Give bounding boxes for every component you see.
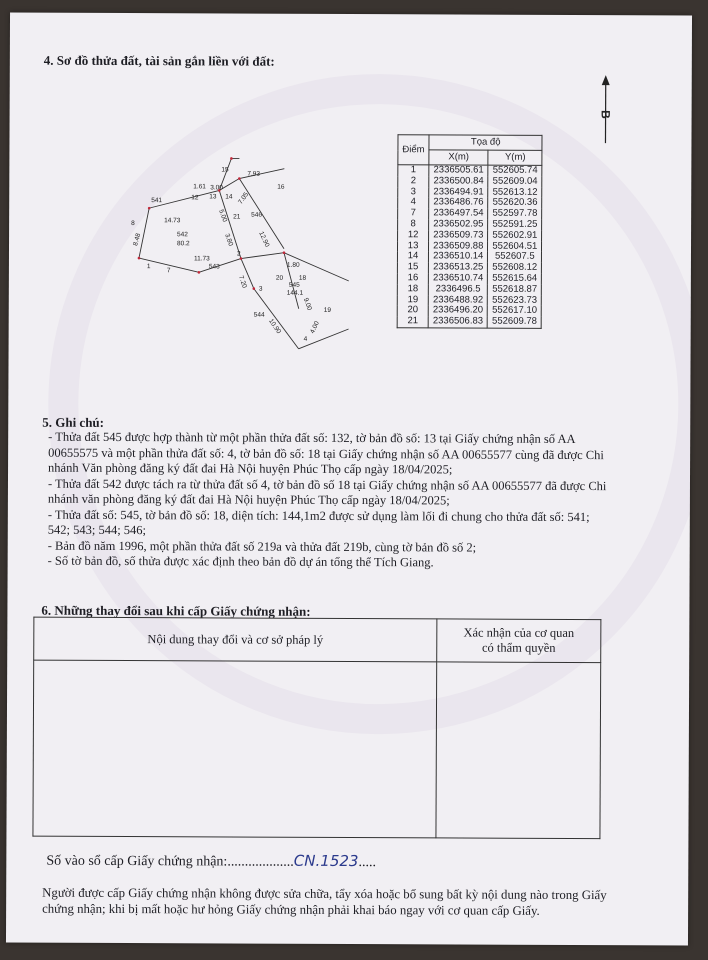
confirmation-line-1: Xác nhận của cơ quan (463, 625, 575, 640)
dimension-label: 10.90 (267, 317, 283, 336)
coord-row (397, 316, 541, 328)
parcel-label: 546 (251, 211, 263, 219)
coord-cell-y: 552618.87 (488, 284, 542, 295)
confirmation-line-2: có thẩm quyền (481, 640, 556, 655)
registry-dots: ................... (227, 854, 294, 870)
parcel-sketch-map (108, 148, 349, 369)
coord-cell-x: 2336486.76 (429, 198, 488, 209)
coord-cell-x: 2336509.73 (429, 230, 488, 241)
dimension-label: 11.73 (193, 255, 210, 263)
note-item: - Số tờ bản đồ, số thửa được xác định theo bản đồ dự án tổng thể Tích Giang. (47, 553, 434, 570)
certificate-page (6, 13, 692, 946)
point-label: 21 (233, 213, 241, 221)
north-arrow-icon (595, 75, 615, 145)
note-item: - Bản đồ năm 1996, một phần thửa đất số 219a và thửa đất 219b, cùng tờ bản đồ số 2; (47, 538, 477, 555)
col-y-header: Y(m) (488, 150, 542, 165)
coord-cell-p: 16 (397, 273, 428, 284)
dimension-label: 7.93 (247, 170, 261, 178)
point-label: 18 (298, 274, 307, 282)
dimension-label: 1.61 (193, 183, 206, 191)
section-5-title: 5. Ghi chú: (42, 414, 105, 430)
point-label: 7 (166, 267, 171, 275)
coord-cell-p: 8 (398, 219, 429, 230)
note-item: - Thửa đất 542 được tách ra từ thửa đất số 4, tờ bản đồ số 18 tại Giấy chứng nhận số AA 00655577 đã được Chi nhánh văn phòng đăng ký đất đai Hà Nội huyện Phúc Thọ cấp ngày 18/04/2025; (47, 476, 607, 508)
changes-confirmation-cell (436, 662, 601, 839)
parcel-label: 80.2 (177, 240, 190, 248)
changes-col-content: Nội dung thay đổi và cơ sở pháp lý (34, 617, 437, 662)
coord-cell-p: 13 (397, 241, 428, 252)
coord-cell-x: 2336500.84 (429, 176, 488, 187)
point-label: 16 (277, 183, 285, 191)
parcel-label: 144.1 (286, 289, 304, 297)
point-label: 2 (236, 250, 241, 258)
dimension-label: 12.90 (257, 230, 271, 249)
coord-cell-p: 12 (398, 230, 429, 241)
footer-warning: Người được cấp Giấy chứng nhận không được sửa chữa, tẩy xóa hoặc bổ sung bất kỳ nội dung nào trong Giấy chứng nhận; khi bị mất hoặc hư hỏng Giấy chứng nhận phải khai báo ngay với cơ quan cấp Giấy. (42, 885, 607, 918)
note-item: - Thửa đất 545 được hợp thành từ một phần thửa đất số: 132, tờ bản đồ số: 13 tại Giấy chứng nhận số AA 00655575 và một phần thửa đất số: 4, tờ bản đồ số: 18 tại Giấy chứng nhận số AA 00655577 cùng đã được Chi nhánh Văn phòng đăng ký đất đai Hà Nội huyện Phúc Thọ cấp ngày 18/04/2025; (48, 429, 604, 477)
point-label: 13 (209, 193, 217, 201)
coord-cell-y: 552605.74 (488, 165, 542, 177)
coord-cell-x: 2336510.14 (429, 252, 488, 263)
col-point-header: Điểm (398, 135, 429, 165)
coord-cell-x: 2336496.20 (428, 306, 487, 317)
registry-number (46, 851, 376, 871)
coord-cell-y: 552613.12 (488, 187, 542, 198)
coord-cell-p: 1 (398, 165, 429, 176)
dimension-label: 14.73 (164, 217, 181, 225)
coord-cell-p: 20 (397, 306, 428, 317)
notes-list (48, 430, 609, 572)
coord-cell-p: 18 (397, 284, 428, 295)
changes-content-cell (33, 660, 437, 838)
dimension-label: 5.00 (217, 208, 229, 224)
coord-cell-y: 552609.04 (488, 176, 542, 187)
registry-dots-after: ..... (358, 855, 376, 871)
coord-cell-x: 2336488.92 (428, 295, 487, 306)
point-label: 20 (275, 274, 284, 282)
note-item: - Thửa đất số: 545, tờ bản đồ số: 18, diện tích: 144,1m2 được sử dụng làm lối đi chung cho thửa đất số: 541; 542; 543; 544; 546; (47, 507, 590, 538)
parcel-label: 544 (253, 311, 265, 319)
coord-cell-p: 21 (397, 316, 428, 327)
point-label: 14 (225, 193, 233, 201)
dimension-label: 8.48 (132, 232, 143, 247)
north-label: B (598, 110, 613, 119)
coord-cell-p: 4 (398, 198, 429, 209)
coord-cell-x: 2336513.25 (429, 263, 488, 274)
coord-cell-x: 2336510.74 (429, 273, 488, 284)
col-x-header: X(m) (429, 150, 488, 165)
changes-table (32, 617, 601, 839)
section-6-title: 6. Những thay đổi sau khi cấp Giấy chứng nhận: (41, 602, 311, 619)
point-label: 1 (146, 263, 151, 271)
dimension-label: 3.80 (223, 232, 235, 248)
coord-cell-p: 3 (398, 187, 429, 198)
coord-cell-p: 14 (397, 252, 428, 263)
dimension-label: 1.80 (286, 261, 300, 269)
coord-cell-y: 552602.91 (488, 230, 542, 241)
coord-cell-y: 552623.73 (488, 295, 542, 306)
registry-value: CN.1523 (293, 851, 359, 871)
dimension-label: 4.00 (309, 320, 321, 335)
coord-cell-p: 7 (398, 208, 429, 219)
point-label: 8 (131, 220, 135, 228)
coord-cell-x: 2336496.5 (428, 284, 487, 295)
coord-cell-x: 2336494.91 (429, 187, 488, 198)
coord-cell-p: 15 (397, 262, 428, 273)
parcel-label: 542 (177, 231, 188, 239)
coord-cell-y: 552615.64 (488, 274, 542, 285)
coord-cell-y: 552591.25 (488, 220, 542, 231)
coord-cell-x: 2336497.54 (429, 209, 488, 220)
coordinate-table (397, 134, 543, 329)
coord-cell-y: 552604.51 (488, 241, 542, 252)
dimension-label: 3.00 (210, 184, 223, 192)
coord-cell-p: 19 (397, 295, 428, 306)
coord-cell-y: 552597.78 (488, 209, 542, 220)
point-label: 19 (323, 306, 331, 314)
coord-cell-x: 2336509.88 (429, 241, 488, 252)
coord-cell-y: 552620.36 (488, 198, 542, 209)
coord-cell-y: 552609.78 (488, 317, 542, 329)
coord-cell-x: 2336506.83 (428, 317, 487, 329)
dimension-label: 7.20 (237, 274, 248, 290)
coord-cell-y: 552607.5 (488, 252, 542, 263)
coord-cell-y: 552617.10 (488, 306, 542, 317)
coord-cell-x: 2336505.61 (429, 165, 488, 177)
coord-cell-y: 552608.12 (488, 263, 542, 274)
point-label: 15 (221, 166, 229, 174)
parcel-label: 541 (151, 197, 163, 205)
point-label: 12 (191, 194, 199, 202)
changes-col-confirmation (437, 619, 601, 663)
coord-cell-p: 2 (398, 176, 429, 187)
point-label: 3 (258, 285, 263, 293)
parcel-label: 543 (208, 263, 220, 271)
registry-label: Số vào sổ cấp Giấy chứng nhận: (46, 853, 228, 870)
point-label: 4 (303, 335, 308, 343)
col-coord-header: Tọa độ (429, 135, 542, 150)
dimension-label: 7.05 (237, 191, 251, 206)
parcel-label: 545 (288, 281, 300, 289)
coord-cell-x: 2336502.95 (429, 219, 488, 230)
dimension-label: 9.00 (301, 297, 313, 312)
section-4-title: 4. Sơ đồ thửa đất, tài sản gắn liền với đất: (43, 52, 275, 69)
